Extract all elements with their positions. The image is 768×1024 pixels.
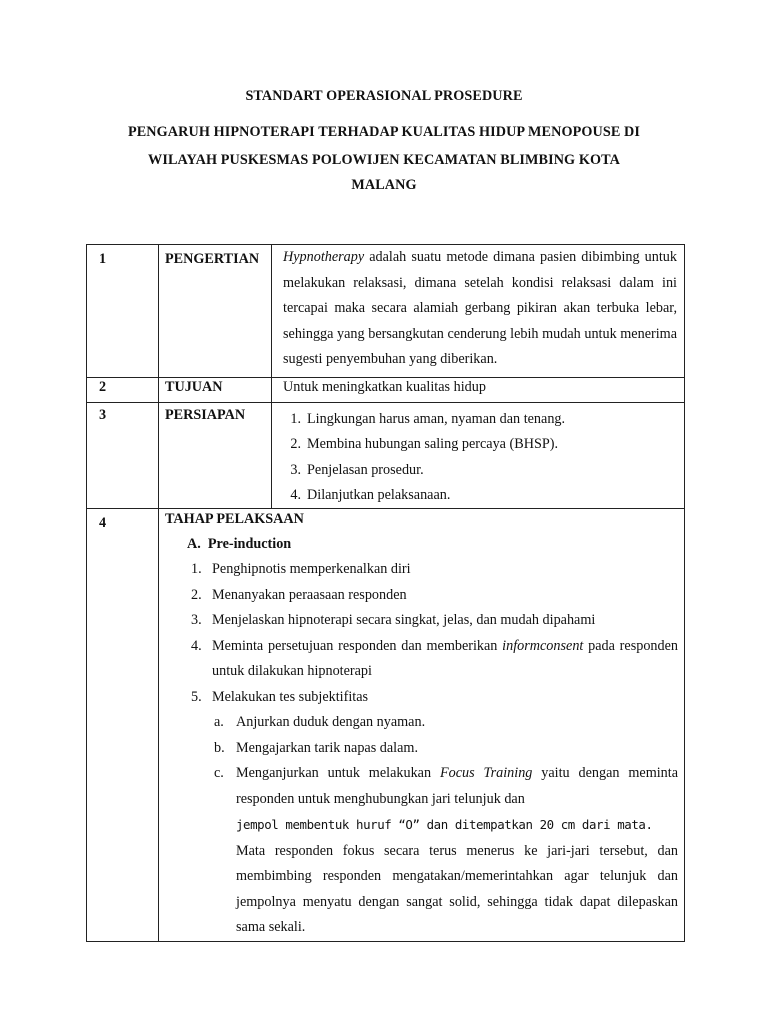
subsection-letter: A.: [187, 536, 201, 553]
list-text: Anjurkan duduk dengan nyaman.: [236, 714, 426, 731]
list-text: [212, 634, 684, 685]
row-number: 2: [87, 378, 159, 403]
subsection-title: Pre-induction: [207, 536, 292, 553]
list-number: 1.: [290, 411, 301, 427]
list-letter: a.: [214, 714, 224, 731]
row-label: PERSIAPAN: [159, 403, 272, 509]
row-label: PENGERTIAN: [159, 245, 272, 378]
sub-list-item: [165, 736, 684, 762]
list-number: 1.: [191, 561, 202, 578]
definition-term: Hypnotherapy: [283, 249, 365, 265]
list-text: [236, 761, 684, 941]
list-text: Menjelaskan hipnoterapi secara singkat, jelas, dan mudah dipahami: [212, 612, 596, 629]
list-item: [283, 407, 677, 432]
definition-body: adalah suatu metode dimana pasien dibimbing untuk melakukan relaksasi, dimana setelah kondisi relaksasi dalam ini tercapai maka secara alamiah gerbang pikiran akan terbuka lebar, sehingga yang bersangkutan cenderung lebih mudah untuk menerima sugesti penyembuhan yang diberikan.: [283, 249, 677, 367]
list-text: Menanyakan peraasaan responden: [212, 586, 407, 603]
list-text: Dilanjutkan pelaksanaan.: [307, 486, 451, 503]
section-heading: TAHAP PELAKSAAN: [165, 511, 304, 528]
list-text-part: jempol membentuk huruf “O” dan ditempatkan 20 cm dari mata.: [236, 817, 653, 833]
row-content: [272, 245, 685, 378]
list-letter: b.: [214, 739, 225, 756]
implementation-section: [159, 507, 684, 941]
doc-title: STANDART OPERASIONAL PROSEDURE: [245, 88, 523, 104]
list-item: [283, 458, 677, 483]
table-row: [87, 403, 685, 509]
implementation-cell: [159, 509, 685, 942]
row-number: 3: [87, 403, 159, 509]
list-letter: c.: [214, 765, 224, 782]
list-item: [165, 634, 684, 685]
doc-subtitle-line-2: WILAYAH PUSKESMAS POLOWIJEN KECAMATAN BLIMBING KOTA: [148, 152, 620, 168]
row-number: 4: [87, 509, 159, 942]
list-text-part: pada responden untuk dilakukan hipnoterapi: [212, 637, 678, 680]
list-item: [165, 557, 684, 583]
definition-text: [283, 245, 677, 373]
list-number: 2.: [290, 436, 301, 453]
list-number: 4.: [290, 486, 301, 503]
list-text-part: Menganjurkan untuk melakukan: [236, 765, 440, 782]
preparation-list: [283, 407, 677, 508]
list-text-part: yaitu dengan meminta responden untuk menghubungkan jari telunjuk dan: [236, 765, 679, 807]
list-number: 3.: [191, 612, 202, 629]
list-item: [165, 685, 684, 711]
list-number: 4.: [191, 637, 202, 654]
sub-list-item: [165, 761, 684, 941]
italic-term: informconsent: [502, 637, 584, 654]
list-item: [283, 432, 677, 457]
list-number: 3.: [290, 461, 301, 478]
table-row: [87, 378, 685, 403]
list-text-part: Mata responden fokus secara terus menerus ke jari-jari tersebut, dan membimbing responden mengatakan/memerintahkan agar telunjuk dan jempolnya menyatu dengan sangat solid, sehingga tidak dapat dilepaskan sama sekali.: [236, 842, 678, 936]
list-item: [283, 483, 677, 508]
subsection-heading: [165, 532, 684, 557]
list-text-part: Meminta persetujuan responden dan memberikan: [212, 637, 503, 654]
sub-list-item: [165, 710, 684, 736]
list-number: 2.: [191, 586, 202, 603]
list-item: [165, 608, 684, 634]
italic-term: Focus Training: [439, 765, 533, 782]
doc-subtitle-line-1: PENGARUH HIPNOTERAPI TERHADAP KUALITAS HIDUP MENOPOUSE DI: [127, 124, 641, 140]
list-text: Membina hubungan saling percaya (BHSP).: [307, 436, 558, 453]
list-text: Lingkungan harus aman, nyaman dan tenang.: [307, 411, 566, 427]
table-row: [87, 509, 685, 942]
row-label: TUJUAN: [159, 378, 272, 403]
list-text: Penghipnotis memperkenalkan diri: [212, 561, 411, 578]
row-content: [272, 403, 685, 509]
list-text: Melakukan tes subjektifitas: [212, 688, 369, 705]
table-row: [87, 245, 685, 378]
doc-subtitle-line-3: MALANG: [351, 177, 417, 193]
list-text: Penjelasan prosedur.: [307, 461, 424, 478]
purpose-text: Untuk meningkatkan kualitas hidup: [272, 378, 685, 403]
list-text: Mengajarkan tarik napas dalam.: [236, 739, 418, 756]
list-number: 5.: [191, 688, 202, 705]
row-number: 1: [87, 245, 159, 378]
list-item: [165, 583, 684, 609]
sop-table: [86, 244, 685, 942]
